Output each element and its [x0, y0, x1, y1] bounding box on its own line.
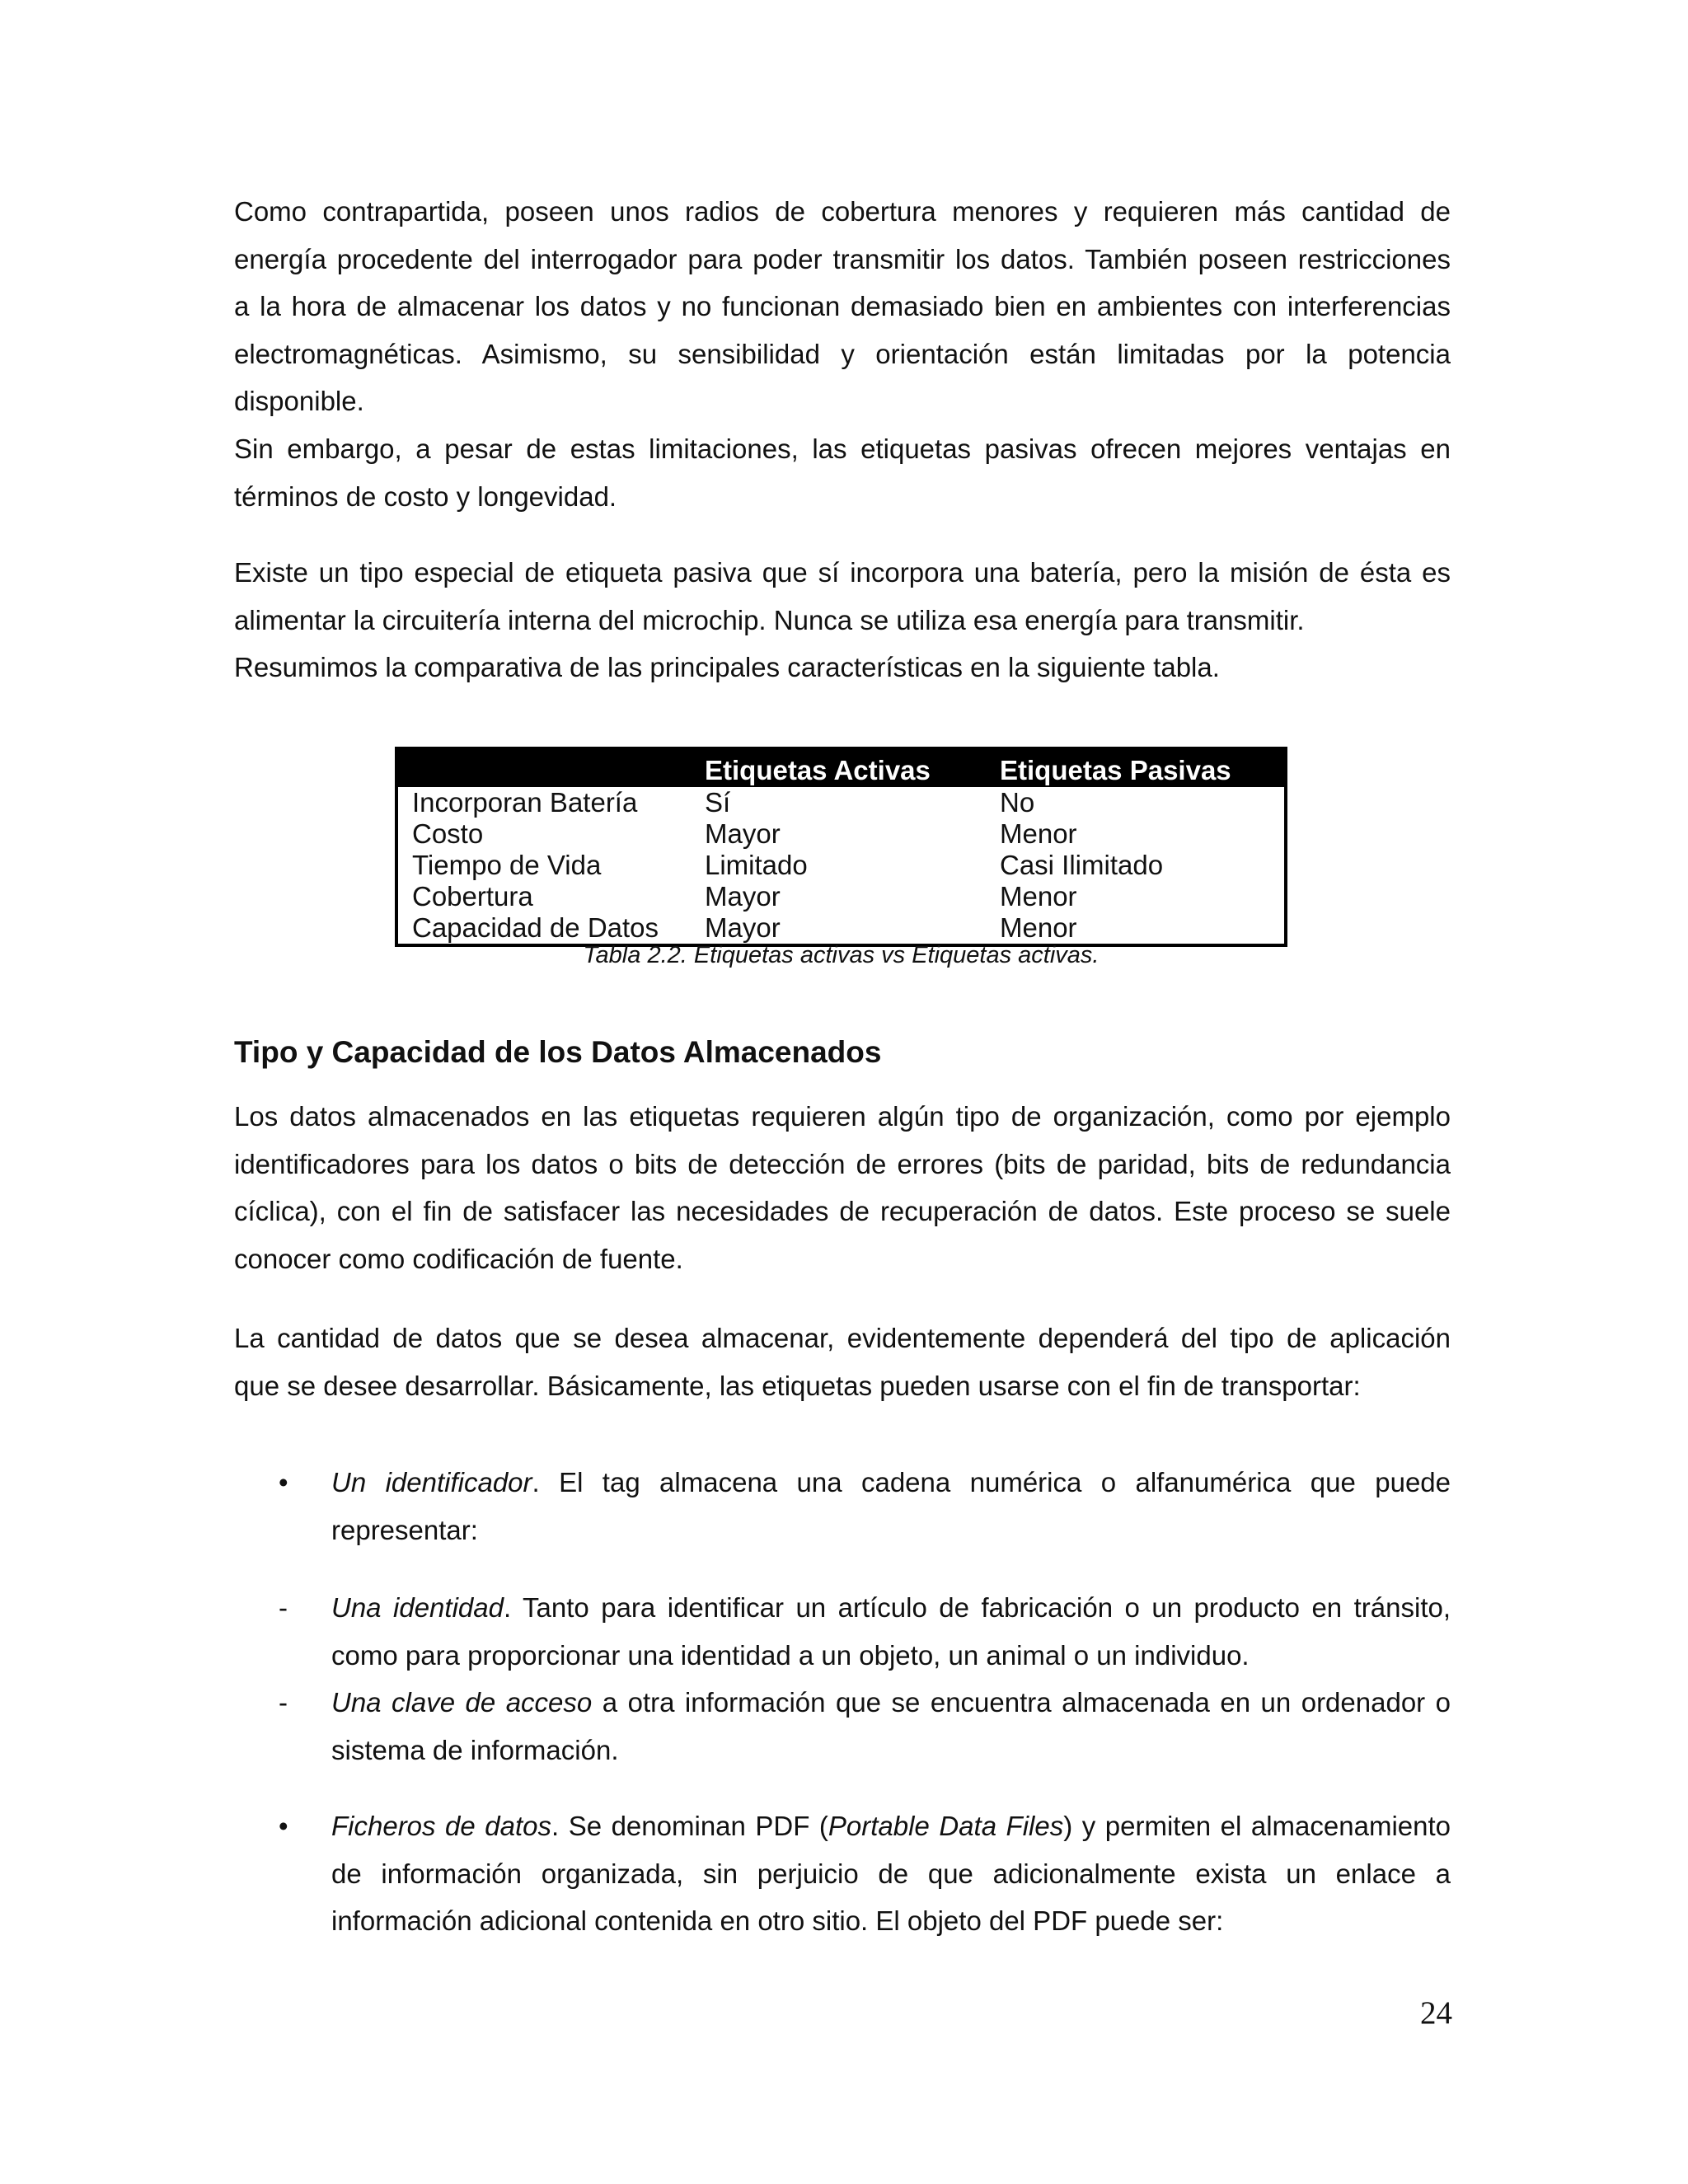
- table-cell: No: [1000, 787, 1035, 818]
- table-row: [396, 818, 1286, 850]
- table-cell: Menor: [1000, 818, 1077, 849]
- table-cell: Limitado: [705, 850, 808, 880]
- list-item-term: Portable Data Files: [828, 1811, 1064, 1841]
- table-cell: Costo: [412, 818, 484, 849]
- text-line: cíclica), con el fin de satisfacer las necesidades de recuperación de datos. Este proceso se suele: [234, 1196, 1451, 1226]
- list-item-term: Una clave de acceso: [331, 1687, 593, 1718]
- table-cell: Casi Ilimitado: [1000, 850, 1164, 880]
- list-subitem-access-key: [331, 1679, 1451, 1774]
- table-cell: Mayor: [705, 912, 781, 943]
- paragraph-advantages: [234, 425, 1451, 520]
- paragraph-limitations: [234, 188, 1451, 425]
- list-subitem-identity: [331, 1584, 1451, 1679]
- text-line: de información organizada, sin perjuicio de que adicionalmente exista un enlace a: [331, 1858, 1451, 1889]
- table-cell: Menor: [1000, 881, 1077, 912]
- table-cell: Tiempo de Vida: [412, 850, 602, 880]
- text-line: como para proporcionar una identidad a un objeto, un animal o un individuo.: [331, 1639, 1250, 1671]
- list-item-term: Una identidad: [331, 1592, 504, 1623]
- list-item-identifier: [331, 1459, 1451, 1554]
- list-item-text: . El tag almacena una cadena numérica o alfanumérica que puede: [532, 1467, 1451, 1497]
- page-number: 24: [1420, 1995, 1452, 2031]
- list-item-text: . Se denominan PDF (: [551, 1811, 828, 1841]
- text-line: identificadores para los datos o bits de detección de errores (bits de paridad, bits de redundancia: [234, 1148, 1451, 1179]
- table-header-cell: Etiquetas Activas: [705, 748, 1000, 787]
- text-line: [331, 1584, 1451, 1632]
- bullet-marker: •: [279, 1811, 288, 1841]
- paragraph-special-tag: [234, 549, 1451, 691]
- paragraph-data-quantity: [234, 1315, 1451, 1409]
- text-line: [331, 1679, 1451, 1727]
- text-line: alimentar la circuitería interna del microchip. Nunca se utiliza esa energía para transmitir.: [234, 604, 1305, 635]
- dash-marker: -: [279, 1592, 288, 1623]
- text-line: Sin embargo, a pesar de estas limitaciones, las etiquetas pasivas ofrecen mejores ventajas en: [234, 434, 1451, 464]
- text-line: [331, 1459, 1451, 1507]
- table-cell: Mayor: [705, 881, 781, 912]
- list-item-term: Ficheros de datos: [331, 1811, 552, 1841]
- table-cell: Sí: [705, 787, 731, 818]
- table-caption: Tabla 2.2. Etiquetas activas vs Etiquetas activas.: [583, 942, 1100, 968]
- text-line: disponible.: [234, 386, 364, 416]
- dash-marker: -: [279, 1687, 288, 1718]
- text-line: información adicional contenida en otro sitio. El objeto del PDF puede ser:: [331, 1905, 1224, 1936]
- text-line: sistema de información.: [331, 1734, 619, 1765]
- comparison-table-wrapper: [395, 747, 1287, 947]
- comparison-table: [395, 747, 1287, 947]
- list-item-text: ) y permiten el almacenamiento: [1063, 1811, 1451, 1841]
- table-row: [396, 881, 1286, 912]
- list-item-data-files: [331, 1802, 1451, 1945]
- text-line: términos de costo y longevidad.: [234, 480, 617, 512]
- table-cell: Menor: [1000, 912, 1077, 943]
- table-cell: Capacidad de Datos: [412, 912, 659, 943]
- list-item-text: . Tanto para identificar un artículo de fabricación o un producto en tránsito,: [503, 1592, 1451, 1623]
- table-header-cell: Etiquetas Pasivas: [1000, 748, 1286, 787]
- table-header-row: [396, 748, 1286, 787]
- table-cell: Incorporan Batería: [412, 787, 638, 818]
- table-header-cell: [396, 748, 705, 787]
- text-line: Como contrapartida, poseen unos radios de cobertura menores y requieren más cantidad de: [234, 196, 1451, 227]
- table-row: [396, 787, 1286, 818]
- table-row: [396, 850, 1286, 881]
- text-line: electromagnéticas. Asimismo, su sensibilidad y orientación están limitadas por la potencia: [234, 338, 1451, 369]
- text-line: representar:: [331, 1514, 478, 1545]
- text-line: conocer como codificación de fuente.: [234, 1243, 683, 1274]
- text-line: La cantidad de datos que se desea almacenar, evidentemente dependerá del tipo de aplicación: [234, 1323, 1451, 1353]
- section-heading: Tipo y Capacidad de los Datos Almacenados: [234, 1035, 882, 1069]
- text-line: [331, 1802, 1451, 1850]
- list-item-term: Un identificador: [331, 1467, 532, 1497]
- table-row: [396, 912, 1286, 945]
- paragraph-data-organization: [234, 1093, 1451, 1282]
- table-cell: Cobertura: [412, 881, 533, 912]
- text-line: Los datos almacenados en las etiquetas requieren algún tipo de organización, como por ejemplo: [234, 1101, 1451, 1132]
- table-cell: Mayor: [705, 818, 781, 849]
- list-item-text: a otra información que se encuentra almacenada en un ordenador o: [592, 1687, 1451, 1718]
- text-line: energía procedente del interrogador para poder transmitir los datos. También poseen restricciones: [234, 243, 1451, 274]
- bullet-marker: •: [279, 1467, 288, 1497]
- text-line: Resumimos la comparativa de las principales características en la siguiente tabla.: [234, 652, 1220, 682]
- text-line: Existe un tipo especial de etiqueta pasiva que sí incorpora una batería, pero la misión de ésta es: [234, 557, 1451, 588]
- text-line: a la hora de almacenar los datos y no funcionan demasiado bien en ambientes con interferencias: [234, 291, 1451, 321]
- text-line: que se desee desarrollar. Básicamente, las etiquetas pueden usarse con el fin de transportar:: [234, 1370, 1361, 1401]
